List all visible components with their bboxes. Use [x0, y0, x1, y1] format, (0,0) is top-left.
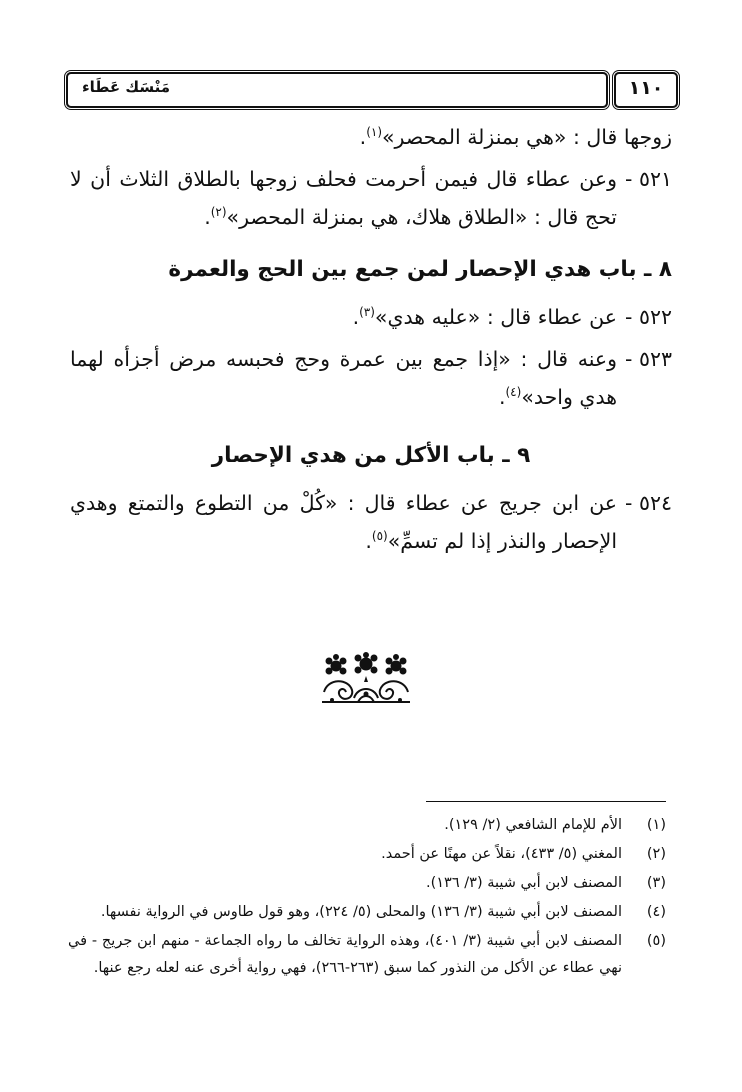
- flower-center-icon: [355, 653, 377, 674]
- paragraph-523: [70, 340, 672, 416]
- floral-divider-icon: [318, 652, 414, 706]
- paragraph-number: ٥٢٢ -: [625, 305, 672, 329]
- footnote-ref[interactable]: (١): [366, 125, 383, 140]
- footnote-ref[interactable]: (٢): [210, 205, 227, 220]
- footnote-item: [68, 812, 666, 839]
- footnote-number: (٢): [646, 846, 666, 862]
- paragraph-522: [70, 298, 672, 336]
- flower-right-icon: [386, 655, 406, 675]
- main-text: [70, 118, 672, 564]
- full-stop: .: [365, 529, 372, 553]
- footnote-item: [68, 841, 666, 868]
- paragraph-text-block: [70, 298, 617, 336]
- paragraph-text: عن ابن جريج عن عطاء قال : «كُلْ من التطوع والتمتع وهدي الإحصار والنذر إذا لم تسمِّ»: [70, 491, 618, 553]
- paragraph-text-block: [70, 340, 617, 416]
- full-stop: .: [498, 385, 506, 409]
- header-title-frame: [66, 72, 608, 108]
- full-stop: .: [204, 205, 211, 229]
- footnote-separator: [426, 801, 666, 802]
- running-title: مَنْسَك عَطَاء: [82, 78, 171, 96]
- flower-left-icon: [326, 655, 346, 675]
- footnote-text: المغني (٥/ ٤٣٣)، نقلاً عن مهنًا عن أحمد.: [381, 846, 622, 862]
- paragraph-number: ٥٢٣ -: [625, 347, 672, 371]
- footnote-item: [68, 899, 666, 926]
- footnote-ref[interactable]: (٣): [359, 305, 375, 320]
- page-number-frame: [614, 72, 678, 108]
- paragraph-text: وعن عطاء قال فيمن أحرمت فحلف زوجها بالطلاق الثلاث أن لا تحج قال : «الطلاق هلاك، هي بمنزلة المحصر»: [70, 167, 618, 229]
- paragraph-number: ٥٢٤ -: [625, 491, 672, 515]
- paragraph-text: عن عطاء قال : «عليه هدي»: [374, 305, 618, 329]
- footnote-item: [68, 928, 666, 982]
- footnote-ref[interactable]: (٤): [505, 385, 522, 400]
- paragraph-text-block: [70, 484, 617, 560]
- page-number: ١١٠: [628, 77, 664, 99]
- paragraph-text: وعنه قال : «إذا جمع بين عمرة وحج فحبسه مرض أجزأه لهما هدي واحد»: [70, 347, 618, 409]
- footnote-number: (٥): [646, 933, 666, 949]
- paragraph-521: [70, 160, 672, 236]
- full-stop: .: [352, 305, 360, 329]
- footnote-item: [68, 870, 666, 897]
- paragraph-text: زوجها قال : «هي بمنزلة المحصر»: [382, 125, 672, 149]
- chapter-heading-8: ٨ ـ باب هدي الإحصار لمن جمع بين الحج والعمرة: [168, 257, 672, 282]
- footnote-number: (٤): [646, 904, 666, 920]
- footnote-text: المصنف لابن أبي شيبة (٣/ ٤٠١)، وهذه الرواية تخالف ما رواه الجماعة - منهم ابن جريج - في نهي عطاء عن الأكل من النذور كما سبق (٢٦٣-٢٦٦)، فهي رواية أخرى عنه لعله رجع عنها.: [68, 933, 622, 976]
- paragraph-number: ٥٢١ -: [625, 167, 672, 191]
- continuation-line: [70, 118, 672, 156]
- paragraph-524: [70, 484, 672, 560]
- footnote-number: (١): [646, 817, 666, 833]
- running-header: [66, 72, 678, 108]
- footnote-ref[interactable]: (٥): [371, 529, 388, 544]
- chapter-heading-9: ٩ ـ باب الأكل من هدي الإحصار: [211, 443, 531, 468]
- footnote-text: الأم للإمام الشافعي (٢/ ١٢٩).: [444, 817, 622, 833]
- footnote-text: المصنف لابن أبي شيبة (٣/ ١٣٦).: [425, 875, 622, 891]
- footnote-number: (٣): [646, 875, 666, 891]
- full-stop: .: [359, 125, 367, 149]
- footnotes: [68, 812, 666, 984]
- paragraph-text-block: [70, 160, 617, 236]
- footnote-text: المصنف لابن أبي شيبة (٣/ ١٣٦) والمحلى (٥/ ٢٢٤)، وهو قول طاوس في الرواية نفسها.: [100, 904, 622, 920]
